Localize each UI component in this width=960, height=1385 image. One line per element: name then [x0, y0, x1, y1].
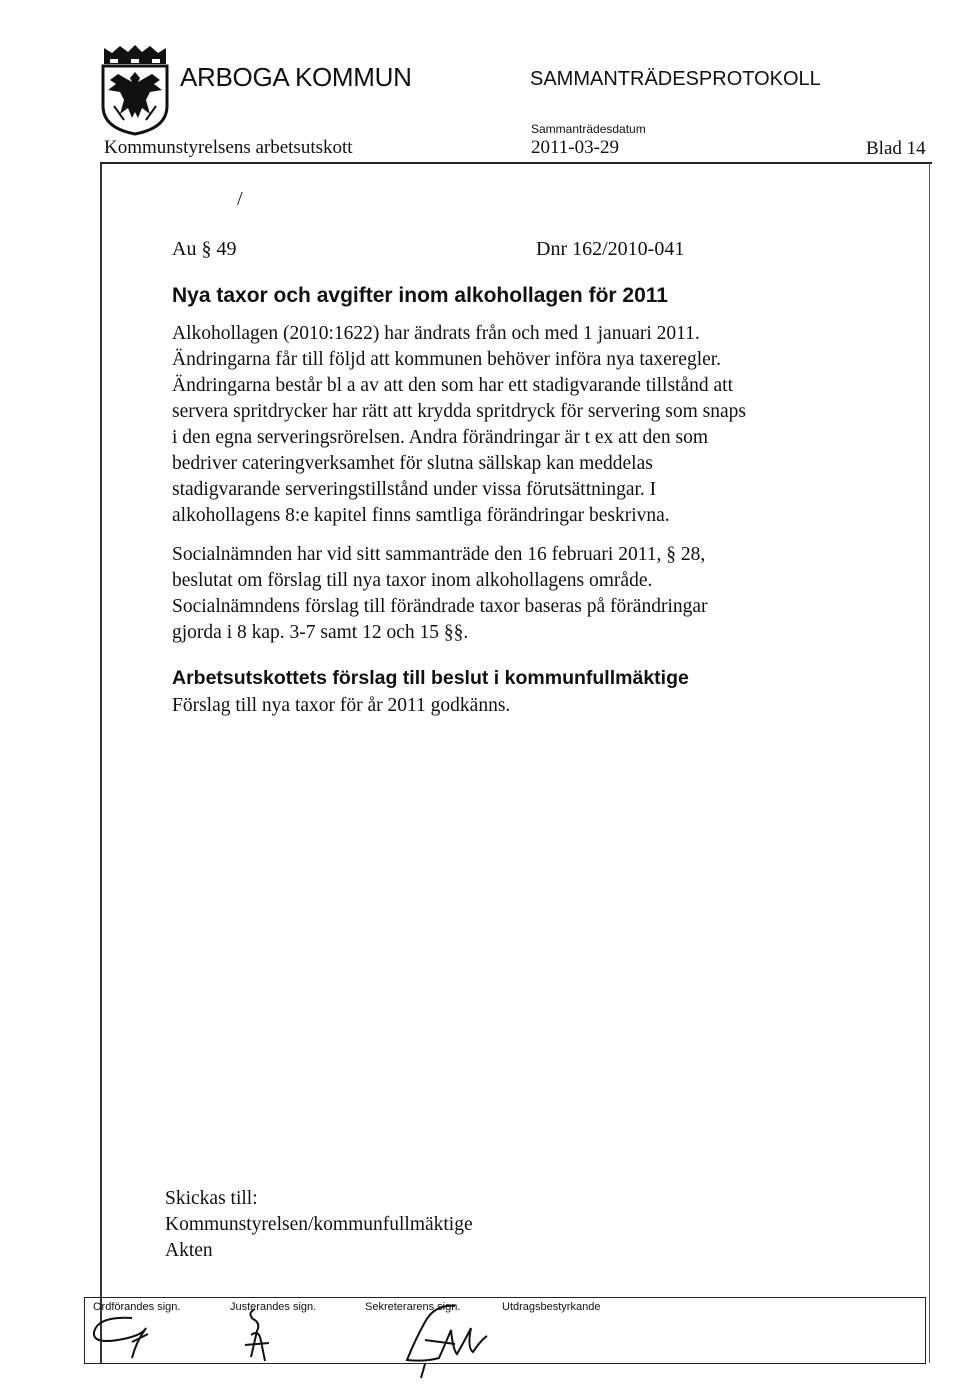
adjuster-signature — [225, 1305, 295, 1365]
paragraph-line: i den egna serveringsrörelsen. Andra förändringar är t ex att den som — [172, 427, 709, 448]
paragraph-line: stadigvarande serveringstillstånd under vissa förutsättningar. I — [172, 479, 657, 500]
paragraph-number: Au § 49 — [172, 238, 237, 260]
handwritten-mark: / — [237, 188, 243, 210]
coat-of-arms-icon — [100, 44, 170, 136]
left-margin-rule — [100, 163, 102, 1363]
body-paragraph-1 — [172, 321, 746, 529]
distribution-recipient: Akten — [165, 1240, 213, 1261]
paragraph-line: Ändringarna får till följd att kommunen behöver införa nya taxeregler. — [172, 349, 722, 370]
meeting-date-label: Sammanträdesdatum — [531, 122, 646, 136]
paragraph-line: alkohollagens 8:e kapitel finns samtliga förändringar beskrivna. — [172, 505, 670, 526]
secretary-signature-label: Sekreterarens sign. — [365, 1301, 461, 1313]
distribution-list — [165, 1186, 473, 1264]
paragraph-line: bedriver cateringverksamhet för slutna sällskap kan meddelas — [172, 453, 653, 474]
page-label: Blad 14 — [866, 138, 926, 159]
registration-number: Dnr 162/2010-041 — [536, 238, 685, 260]
paragraph-line: servera spritdrycker har rätt att krydda spritdryck för servering som snaps — [172, 401, 746, 422]
extract-verification-label: Utdragsbestyrkande — [502, 1301, 601, 1313]
paragraph-line: Alkohollagen (2010:1622) har ändrats från och med 1 januari 2011. — [172, 323, 700, 344]
chair-signature — [88, 1312, 178, 1362]
paragraph-line: Socialnämnden har vid sitt sammanträde den 16 februari 2011, § 28, — [172, 544, 706, 565]
meeting-date: 2011-03-29 — [531, 137, 619, 158]
chair-signature-label: Ordförandes sign. — [93, 1301, 181, 1313]
secretary-signature — [395, 1300, 495, 1380]
proposal-heading: Arbetsutskottets förslag till beslut i kommunfullmäktige — [172, 667, 689, 689]
committee-name: Kommunstyrelsens arbetsutskott — [104, 137, 353, 158]
organization-name: ARBOGA KOMMUN — [180, 62, 412, 92]
adjuster-signature-label: Justerandes sign. — [230, 1301, 317, 1313]
distribution-heading: Skickas till: — [165, 1188, 258, 1209]
proposal-text: Förslag till nya taxor för år 2011 godkänns. — [172, 695, 511, 716]
header-divider — [100, 162, 932, 164]
paragraph-line: beslutat om förslag till nya taxor inom alkohollagens område. — [172, 570, 653, 591]
distribution-recipient: Kommunstyrelsen/kommunfullmäktige — [165, 1214, 473, 1235]
body-paragraph-2 — [172, 542, 708, 646]
item-title: Nya taxor och avgifter inom alkohollagen för 2011 — [172, 284, 668, 307]
right-margin-rule — [929, 163, 930, 1363]
paragraph-line: gjorda i 8 kap. 3-7 samt 12 och 15 §§. — [172, 622, 469, 643]
paragraph-line: Socialnämndens förslag till förändrade taxor baseras på förändringar — [172, 596, 708, 617]
document-type: SAMMANTRÄDESPROTOKOLL — [530, 68, 821, 90]
paragraph-line: Ändringarna består bl a av att den som har ett stadigvarande tillstånd att — [172, 375, 733, 396]
